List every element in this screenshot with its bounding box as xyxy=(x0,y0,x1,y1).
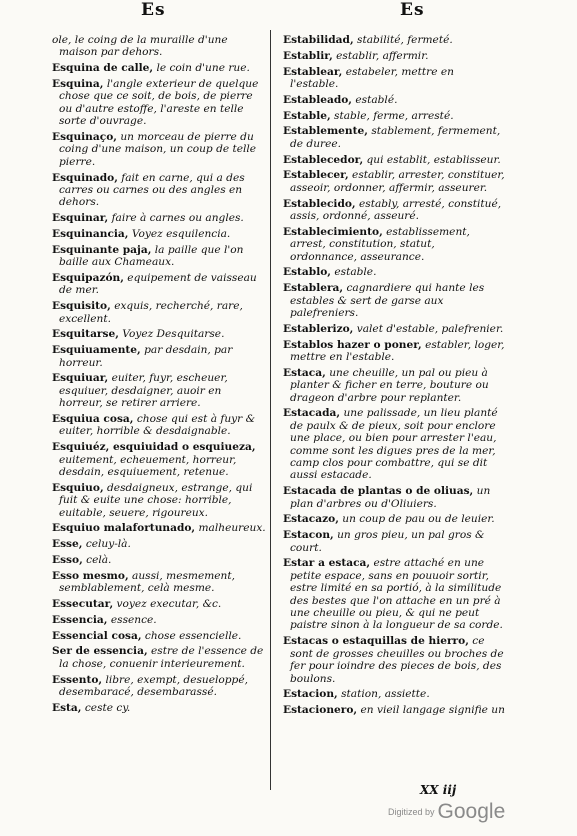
entry-definition: valet d'estable, palefrenier. xyxy=(356,322,504,335)
entry-definition: un coup de pau ou de leuier. xyxy=(342,513,495,526)
entry-headword: Esso, xyxy=(52,554,83,567)
entry-definition: libre, exempt, desueloppé, desembaracé, desembarassé. xyxy=(59,673,248,699)
dictionary-entry xyxy=(283,94,505,106)
entry-headword: Estacon, xyxy=(283,529,334,542)
dictionary-entry xyxy=(52,244,267,269)
entry-headword: Esse, xyxy=(52,538,83,551)
dictionary-entry xyxy=(283,266,505,278)
entry-definition: essence. xyxy=(110,613,157,626)
entry-definition: establé. xyxy=(355,93,398,106)
entry-headword: Esquiuo, xyxy=(52,481,104,494)
dictionary-entry xyxy=(52,441,267,478)
entry-headword: Estacas o estaquillas de hierro, xyxy=(283,635,469,648)
entry-headword: Estable, xyxy=(283,109,331,122)
dictionary-entry xyxy=(52,645,267,670)
dictionary-entry xyxy=(283,125,505,150)
dictionary-entry xyxy=(283,110,505,122)
entry-headword: Esquisito, xyxy=(52,300,111,313)
entry-definition: estre de l'essence de la chose, conuenir interieurement. xyxy=(59,645,264,670)
dictionary-entry xyxy=(52,413,267,438)
entry-definition: par desdain, par horreur. xyxy=(59,344,233,369)
dictionary-entry xyxy=(283,407,505,481)
entry-headword: Establecedor, xyxy=(283,153,364,166)
entry-definition: estably, arresté, constitué, assis, ordonné, asseuré. xyxy=(290,197,502,222)
entry-headword: Establos hazer o poner, xyxy=(283,338,422,351)
dictionary-entry xyxy=(52,78,267,128)
entry-headword: Establera, xyxy=(283,282,344,295)
dictionary-entry xyxy=(283,66,505,91)
entry-headword: Establecimiento, xyxy=(283,225,383,238)
entry-definition: l'angle exterieur de quelque chose que ce soit, de bois, de pierre ou d'autre estoffe, l'areste en telle sorte d'ouvrage. xyxy=(59,78,259,128)
entry-headword: Esquinante paja, xyxy=(52,243,152,256)
dictionary-entry xyxy=(52,538,267,550)
entry-definition: aussi, mesmement, semblablement, celà mesme. xyxy=(59,569,235,595)
dictionary-entry xyxy=(283,513,505,525)
entry-definition: establir, arrester, constituer, asseoir, ordonner, affermir, asseurer. xyxy=(290,169,505,194)
entry-headword: Esquinaço, xyxy=(52,131,117,144)
entry-definition: chose essencielle. xyxy=(144,629,242,642)
dictionary-entry xyxy=(283,154,505,166)
entry-headword: Establerizo, xyxy=(283,322,354,335)
dictionary-entry xyxy=(52,228,267,240)
entry-definition: ceste cy. xyxy=(84,701,131,714)
signature-mark: XX iij xyxy=(420,783,457,797)
entry-headword: Essencial cosa, xyxy=(52,629,142,642)
dictionary-entry xyxy=(52,131,267,168)
entry-definition: une palissade, un lieu planté de paulx & de pieux, soit pour enclore une place, ou bien pour arrester l'eau, comme sont les digues pres de la mer, camp clos pour combattre, qui se dit aussi estacade. xyxy=(290,407,498,482)
dictionary-entry xyxy=(283,704,505,716)
entry-headword: Esquitarse, xyxy=(52,328,119,341)
dictionary-entry xyxy=(52,554,267,566)
entry-headword: Esquinancia, xyxy=(52,228,129,241)
entry-headword: Esso mesmo, xyxy=(52,569,129,582)
entry-definition: estabeler, mettre en l'estable. xyxy=(290,65,454,90)
entry-headword: Essencia, xyxy=(52,613,108,626)
entry-headword: Esta, xyxy=(52,701,82,714)
dictionary-entry xyxy=(52,34,267,59)
entry-headword: Estar a estaca, xyxy=(283,557,371,570)
entry-definition: malheureux. xyxy=(198,522,266,535)
entry-definition: un morceau de pierre du coing d'une maison, un coup de telle pierre. xyxy=(59,131,257,168)
entry-headword: Esquiua cosa, xyxy=(52,413,134,426)
entry-definition: un plan d'arbres ou d'Oliuiers. xyxy=(290,485,491,510)
entry-definition: celuy-là. xyxy=(85,538,131,551)
entry-definition: faire à carnes ou angles. xyxy=(111,212,244,225)
dictionary-entry xyxy=(52,372,267,409)
entry-headword: Establecido, xyxy=(283,197,356,210)
dictionary-entry xyxy=(52,328,267,340)
entry-definition: establer, loger, mettre en l'estable. xyxy=(290,338,505,364)
entry-headword: Estacada de plantas o de oliuas, xyxy=(283,485,474,498)
dictionary-entry xyxy=(52,344,267,369)
dictionary-entry xyxy=(52,614,267,626)
dictionary-entry xyxy=(283,339,505,364)
entry-definition: Voyez esquilencia. xyxy=(131,228,231,241)
dictionary-entry xyxy=(52,522,267,534)
entry-definition: en vieil langage signifie un xyxy=(360,704,505,717)
entry-definition: stable, ferme, arresté. xyxy=(334,109,454,122)
entry-definition: desdaigneux, estrange, qui fuit & euite une chose: horrible, euitable, seuere, rigoureux. xyxy=(59,481,253,519)
entry-definition: estre attaché en une petite espace, sans en pouuoir sortir, estre limité en sa portió, à la similitude des bestes que l'on attache en un pré à une cheuille ou pieu, & qui ne peut paistre sinon à la longueur de sa corde. xyxy=(290,557,503,632)
dictionary-entry xyxy=(283,323,505,335)
entry-headword: Esquina, xyxy=(52,78,104,90)
entry-definition: euitement, echeuement, horreur, desdain, esquiuement, retenue. xyxy=(59,453,237,479)
entry-headword: Esquiuar, xyxy=(52,372,109,385)
entry-definition: cagnardiere qui hante les estables & sert de garse aux palefreniers. xyxy=(290,282,485,320)
dictionary-entry xyxy=(283,226,505,263)
dictionary-entry xyxy=(52,702,267,714)
entry-definition: fait en carne, qui a des carres ou carnes ou des angles en dehors. xyxy=(59,171,245,209)
entry-headword: Esquiuo malafortunado, xyxy=(52,522,196,535)
entry-headword: Esquinado, xyxy=(52,171,118,184)
dictionary-entry xyxy=(52,630,267,642)
dictionary-entry xyxy=(283,282,505,319)
left-running-head: Es xyxy=(141,0,166,20)
dictionary-entry xyxy=(283,635,505,685)
column-divider xyxy=(270,30,271,790)
entry-headword: Estacada, xyxy=(283,407,341,420)
dictionary-entry xyxy=(283,557,505,631)
entry-definition: une cheuille, un pal ou pieu à planter & ficher en terre, bouture ou drageon d'arbre pour replanter. xyxy=(290,366,489,404)
dictionary-entry xyxy=(52,300,267,325)
entry-headword: Establir, xyxy=(283,49,333,62)
entry-definition: estable. xyxy=(334,266,377,279)
entry-headword: Establemente, xyxy=(283,125,368,138)
entry-definition: chose qui est à fuyr & euiter, horrible & desdaignable. xyxy=(59,413,256,438)
entry-headword: Estableado, xyxy=(283,93,352,106)
dictionary-entry xyxy=(283,529,505,554)
right-column xyxy=(283,34,505,720)
dictionary-entry xyxy=(52,272,267,297)
dictionary-entry xyxy=(52,172,267,209)
dictionary-entry xyxy=(283,198,505,223)
right-running-head: Es xyxy=(400,0,425,20)
entry-headword: Essento, xyxy=(52,673,103,686)
entry-headword: Essecutar, xyxy=(52,598,114,611)
entry-headword: Esquinar, xyxy=(52,212,109,225)
entry-headword: Estacion, xyxy=(283,688,338,701)
entry-definition: stablement, fermement, de duree. xyxy=(290,125,501,150)
watermark-small-text: Digitized by xyxy=(388,807,435,817)
entry-headword: Estacionero, xyxy=(283,704,358,717)
entry-headword: Estabilidad, xyxy=(283,34,354,46)
entry-definition: station, assiette. xyxy=(341,688,430,701)
entry-headword: Establear, xyxy=(283,65,343,78)
entry-definition: qui establit, establisseur. xyxy=(366,153,501,166)
entry-definition: la paille que l'on baille aux Chameaux. xyxy=(59,243,244,269)
entry-headword: Esquina de calle, xyxy=(52,62,154,75)
dictionary-entry xyxy=(283,367,505,404)
entry-headword: Esquiuéz, esquiuidad o esquiueza, xyxy=(52,441,256,454)
watermark-logo-text: Google xyxy=(437,800,506,823)
entry-definition: euiter, fuyr, escheuer, esquiuer, desdaigner, auoir en horreur, se retirer arriere. xyxy=(59,372,228,410)
entry-headword: Establecer, xyxy=(283,169,349,182)
dictionary-entry xyxy=(283,50,505,62)
entry-definition: voyez executar, &c. xyxy=(116,598,222,611)
entry-headword: Establo, xyxy=(283,266,331,279)
entry-definition: ole, le coing de la muraille d'une maison par dehors. xyxy=(52,34,228,59)
dictionary-entry xyxy=(52,674,267,699)
dictionary-entry xyxy=(52,62,267,74)
entry-definition: establissement, arrest, constitution, statut, ordonnance, asseurance. xyxy=(290,225,470,263)
entry-definition: Voyez Desquitarse. xyxy=(122,328,225,341)
entry-headword: Ser de essencia, xyxy=(52,645,148,658)
entry-definition: equipement de vaisseau de mer. xyxy=(59,272,257,297)
entry-definition: exquis, recherché, rare, excellent. xyxy=(59,300,243,325)
dictionary-entry xyxy=(283,34,505,46)
entry-definition: le coin d'une rue. xyxy=(156,62,250,75)
digitized-by-google-watermark xyxy=(388,800,505,824)
dictionary-entry xyxy=(52,598,267,610)
dictionary-entry xyxy=(52,212,267,224)
entry-definition: celà. xyxy=(86,554,112,567)
entry-definition: establir, affermir. xyxy=(336,49,429,62)
dictionary-entry xyxy=(52,482,267,519)
entry-definition: ce sont de grosses cheuilles ou broches de fer pour ioindre des pieces de bois, des boulons. xyxy=(290,635,504,685)
dictionary-entry xyxy=(283,688,505,700)
entry-headword: Estacazo, xyxy=(283,513,339,526)
entry-headword: Esquiuamente, xyxy=(52,344,141,357)
dictionary-entry xyxy=(283,485,505,510)
entry-headword: Esquipazón, xyxy=(52,272,124,285)
entry-definition: un gros pieu, un pal gros & court. xyxy=(290,529,485,554)
entry-headword: Estaca, xyxy=(283,366,326,379)
dictionary-entry xyxy=(52,570,267,595)
left-column xyxy=(52,34,267,718)
dictionary-entry xyxy=(283,169,505,194)
entry-definition: stabilité, fermeté. xyxy=(357,34,453,46)
